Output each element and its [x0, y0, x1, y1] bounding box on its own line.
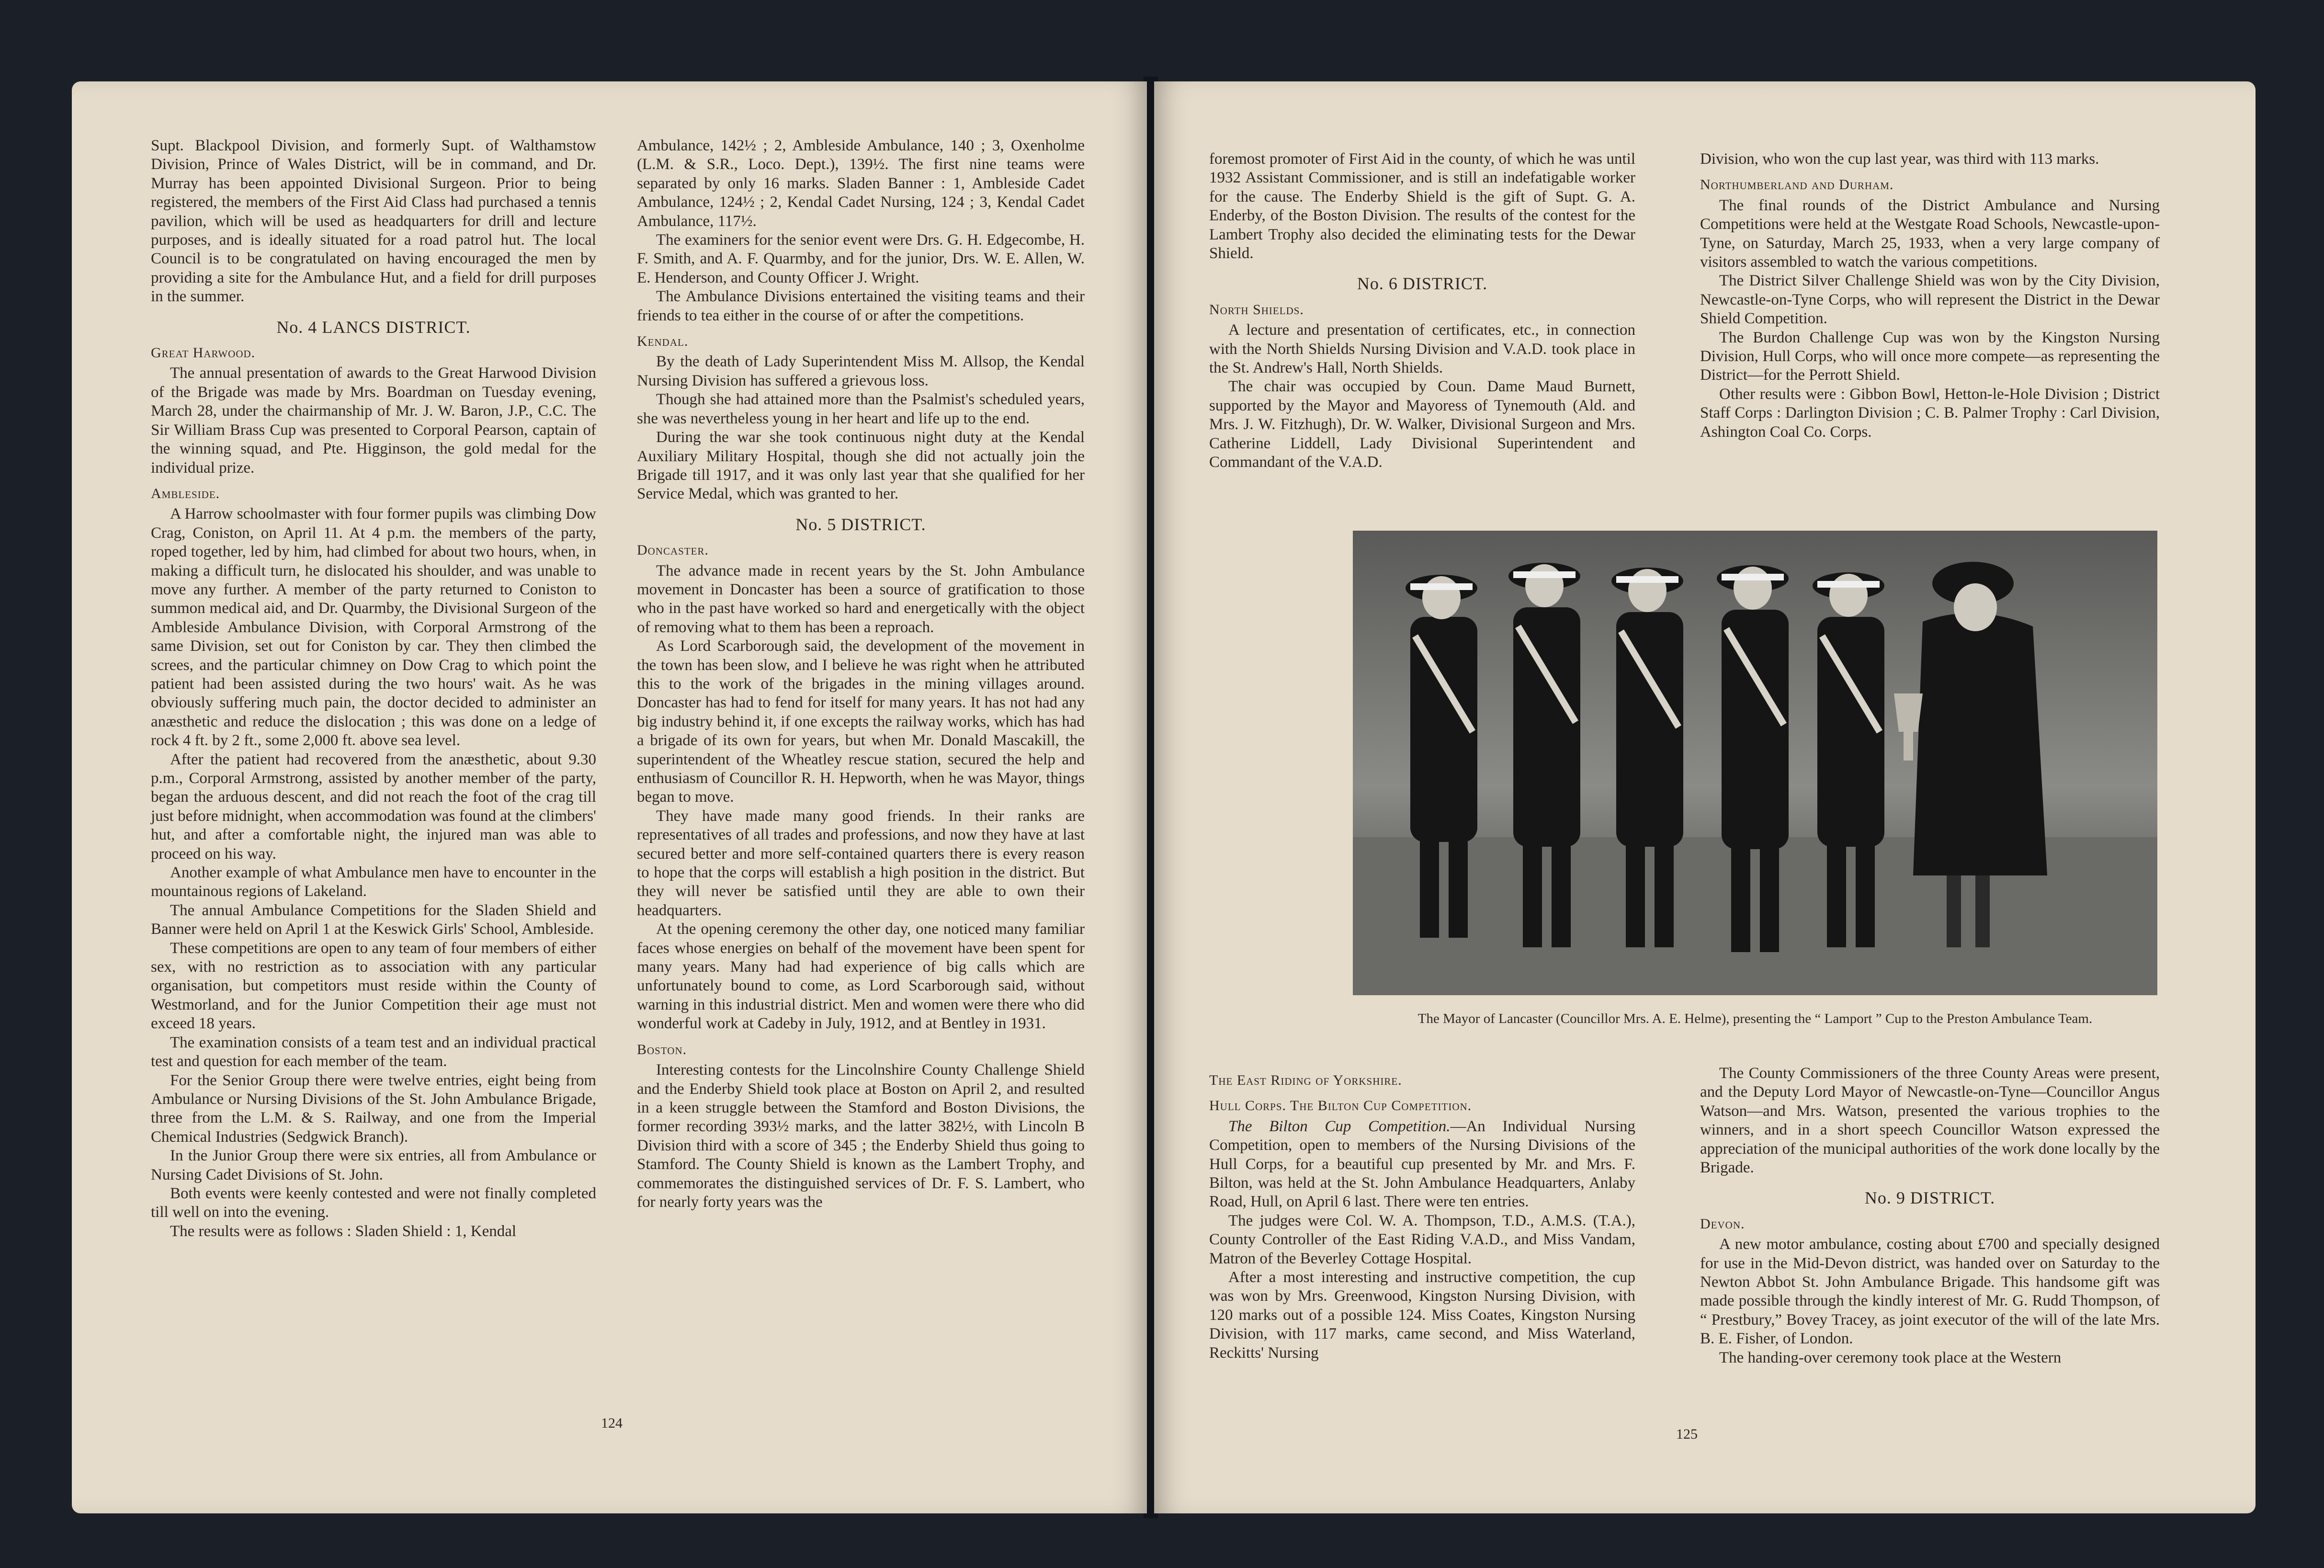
paragraph: The examiners for the senior event were Drs. G. H. Edgecombe, H. F. Smith, and A. F. Quarmby, and for the junior, Drs. W. E. Allen, W. E. Henderson, and County Officer J. Wright.: [637, 231, 1085, 286]
section-heading: Ambleside.: [151, 485, 220, 501]
section-heading: Northumberland and Durham.: [1700, 177, 1894, 193]
section-heading: Devon.: [1700, 1216, 1745, 1232]
district-heading: No. 5 DISTRICT.: [795, 514, 926, 534]
paragraph: Though she had attained more than the Psalmist's scheduled years, she was nevertheless young in her heart and life up to the end.: [637, 391, 1085, 427]
paragraph: The examination consists of a team test and an individual practical test and question for each member of the team.: [151, 1034, 596, 1070]
paragraph: The District Silver Challenge Shield was won by the City Division, Newcastle-on-Tyne Corps, who will represent the District in the Dewar Shield Competition.: [1700, 272, 2160, 328]
section-heading: The East Riding of Yorkshire.: [1209, 1072, 1402, 1088]
paragraph: The annual Ambulance Competitions for the Sladen Shield and Banner were held on April 1 at the Keswick Girls' School, Ambleside.: [151, 901, 596, 938]
paragraph: At the opening ceremony the other day, one noticed many familiar faces whose energies on behalf of the movement have been spent for many years. Many had had experience of big calls which are unfortunately bound to come, as Lord Scarborough said, without warning in this industrial district. Men and women were there who did wonderful work at Cadeby in July, 1912, and at Bentley in 1931.: [637, 920, 1085, 1033]
paragraph: The final rounds of the District Ambulance and Nursing Competitions were held at the Westgate Road Schools, Newcastle-upon-Tyne, on Saturday, March 25, 1933, when a very large company of visitors assembled to watch the various competitions.: [1700, 196, 2160, 271]
district-heading: No. 4 LANCS DISTRICT.: [276, 317, 471, 337]
section-heading: Hull Corps. The Bilton Cup Competition.: [1209, 1098, 1472, 1114]
paragraph: The Ambulance Divisions entertained the visiting teams and their friends to tea either in the course of or after the competitions.: [637, 288, 1085, 324]
paragraph: Ambulance, 142½ ; 2, Ambleside Ambulance, 140 ; 3, Oxenholme (L.M. & S.R., Loco. Dept.), 139½. The first nine teams were separated by only 16 marks. Sladen Banner : 1, Ambleside Cadet Ambulance, 124½ ; 2, Kendal Cadet Nursing, 124 ; 3, Kendal Cadet Ambulance, 117½.: [637, 137, 1085, 230]
page-number: 124: [601, 1415, 623, 1431]
paragraph: The Burdon Challenge Cup was won by the Kingston Nursing Division, Hull Corps, who will once more compete—as representing the District—for the Perrott Shield.: [1700, 329, 2160, 384]
paragraph: A new motor ambulance, costing about £700 and specially designed for use in the Mid-Devon district, was handed over on Saturday to the Newton Abbot St. John Ambulance Brigade. This handsome gift was made possible through the kindly interest of Mr. G. Rudd Thompson, of “ Prestbury,” Bovey Tracey, as joint executor of the will of the late Mrs. B. E. Fisher, of London.: [1700, 1236, 2160, 1348]
paragraph: Other results were : Gibbon Bowl, Hetton-le-Hole Division ; District Staff Corps : Darlington Division ; C. B. Palmer Trophy : Carl Division, Ashington Coal Co. Corps.: [1700, 385, 2160, 441]
paragraph: Another example of what Ambulance men have to encounter in the mountainous regions of Lakeland.: [151, 864, 596, 900]
paragraph: Both events were keenly contested and were not finally completed till well on into the evening.: [151, 1184, 596, 1221]
paragraph: Division, who won the cup last year, was third with 113 marks.: [1700, 150, 2099, 168]
photo-illustration: [1353, 531, 2157, 995]
section-heading: Great Harwood.: [151, 345, 256, 361]
section-heading: Boston.: [637, 1041, 687, 1057]
paragraph: The chair was occupied by Coun. Dame Maud Burnett, supported by the Mayor and Mayoress of Tynemouth (Ald. and Mrs. J. W. Fitzhugh), Dr. W. Walker, Divisional Surgeon and Mrs. Catherine Liddell, Lady Divisional Superintendent and Commandant of the V.A.D.: [1209, 378, 1635, 471]
page-number: 125: [1676, 1426, 1698, 1442]
paragraph: After a most interesting and instructive competition, the cup was won by Mrs. Greenwood, Kingston Nursing Division, with 120 marks out of a possible 124. Miss Coates, Kingston Nursing Division, with 117 marks, came second, and Miss Waterland, Reckitts' Nursing: [1209, 1269, 1635, 1362]
section-heading: North Shields.: [1209, 301, 1304, 318]
right-column-1-bottom: [1209, 1064, 1635, 1363]
paragraph: In the Junior Group there were six entries, all from Ambulance or Nursing Cadet Divisions of St. John.: [151, 1147, 596, 1183]
paragraph: The annual presentation of awards to the Great Harwood Division of the Brigade was made by Mrs. Boardman on Tuesday evening, March 28, under the chairmanship of Mr. J. W. Baron, J.P., C.C. The Sir William Brass Cup was presented to Corporal Pearson, captain of the winning squad, and Pte. Higginson, the gold medal for the individual prize.: [151, 364, 596, 477]
paragraph: Supt. Blackpool Division, and formerly Supt. of Walthamstow Division, Prince of Wales District, will be in command, and Dr. Murray has been appointed Divisional Surgeon. Prior to being registered, the members of the First Aid Class had purchased a tennis pavilion, which will be used as headquarters for drill and lecture purposes, and is ideally situated for a road patrol hut. The local Council is to be congratulated on having encouraged the men by providing a site for the Ambulance Hut, and a field for drill purposes in the summer.: [151, 137, 596, 306]
paragraph: As Lord Scarborough said, the development of the movement in the town has been slow, and I believe he was right when he attributed this to the work of the brigades in the mining villages around. Doncaster has had to fend for itself for many years. It has not had any big industry behind it, if one excepts the railway works, which has had a brigade of its own for years, but when Mr. Donald Mascakill, the superintendent of the Wheatley rescue station, secured the help and enthusiasm of Councillor R. H. Hepworth, when he was Mayor, things began to move.: [637, 637, 1085, 806]
district-heading: No. 6 DISTRICT.: [1357, 274, 1488, 294]
paragraph: [1209, 1117, 1635, 1212]
right-column-2-bottom: [1700, 1064, 2160, 1367]
paragraph: The judges were Col. W. A. Thompson, T.D., A.M.S. (T.A.), County Controller of the East Riding V.A.D., and Miss Vandam, Matron of the Beverley Cottage Hospital.: [1209, 1212, 1635, 1267]
paragraph: The County Commissioners of the three County Areas were present, and the Deputy Lord Mayor of Newcastle-on-Tyne—Councillor Angus Watson—and Mrs. Watson, presented the various trophies to the winners, and in a short speech Councillor Watson expressed the appreciation of the municipal authorities of the work done locally by the Brigade.: [1700, 1065, 2160, 1177]
left-column-2: [637, 136, 1085, 1212]
paragraph: For the Senior Group there were twelve entries, eight being from Ambulance or Nursing Divisions of the St. John Ambulance Brigade, three from the L.M. & S. Railway, and one from the Imperial Chemical Industries (Sedgwick Branch).: [151, 1071, 596, 1146]
paragraph: These competitions are open to any team of four members of either sex, with no restriction as to association with any particular organisation, but competitors must reside within the County of Westmorland, and for the Junior Competition their age must not exceed 18 years.: [151, 939, 596, 1033]
right-column-2-top: [1700, 150, 2160, 442]
section-heading: Kendal.: [637, 333, 689, 350]
group-photograph: [1353, 531, 2157, 995]
section-heading: Doncaster.: [637, 542, 709, 558]
district-heading: No. 9 DISTRICT.: [1864, 1188, 1995, 1208]
paragraph: A lecture and presentation of certificates, etc., in connection with the North Shields Nursing Division and V.A.D. took place in the St. Andrew's Hall, North Shields.: [1209, 321, 1635, 377]
photo-caption: The Mayor of Lancaster (Councillor Mrs. A. E. Helme), presenting the “ Lamport ” Cup to the Preston Ambulance Team.: [1417, 1011, 2093, 1026]
paragraph: By the death of Lady Superintendent Miss M. Allsop, the Kendal Nursing Division has suffered a grievous loss.: [637, 353, 1085, 389]
paragraph: During the war she took continuous night duty at the Kendal Auxiliary Military Hospital, though she did not actually join the Brigade till 1917, and it was only last year that she qualified for her Service Medal, which was granted to her.: [637, 429, 1085, 503]
left-column-1: [151, 136, 596, 1241]
right-column-1-top: [1209, 150, 1635, 472]
paragraph: The handing-over ceremony took place at the Western: [1719, 1349, 2062, 1366]
italic-lead: The Bilton Cup Competition.: [1228, 1117, 1451, 1135]
paragraph: The results were as follows : Sladen Shield : 1, Kendal: [170, 1222, 517, 1240]
paragraph: Interesting contests for the Lincolnshire County Challenge Shield and the Enderby Shield took place at Boston on April 2, and resulted in a keen struggle between the Stamford and Boston Divisions, the former recording 393½ marks, and the latter 382½, with Lincoln B Division third with a score of 345 ; the Enderby Shield thus going to Stamford. The County Shield is known as the Lambert Trophy, and commemorates the distinguished services of Dr. F. S. Lambert, who for nearly forty years was the: [637, 1061, 1085, 1211]
paragraph: A Harrow schoolmaster with four former pupils was climbing Dow Crag, Coniston, on April 11. At 4 p.m. the members of the party, roped together, led by him, had climbed for about two hours, when, in making a difficult turn, he dislocated his shoulder, and was unable to move any further. A member of the party returned to Coniston to summon medical aid, and Dr. Quarmby, the Divisional Surgeon of the Ambleside Ambulance Division, with Corporal Armstrong of the same Division, set out for Coniston by car. They then climbed the screes, and the particular chimney on Dow Crag to which point the patient had been assisted during the two hours' wait. As he was obviously suffering much pain, the doctor decided to administer an anæsthetic and reduce the dislocation ; this was done on a ledge of rock 4 ft. by 2 ft., some 2,000 ft. above sea level.: [151, 505, 596, 750]
paragraph-text: —An Individual Nursing Competition, open to members of the Nursing Divisions of the Hull Corps, for a beautiful cup presented by Mr. and Mrs. F. Bilton, was held at the St. John Ambulance Headquarters, Anlaby Road, Hull, on April 6 last. There were ten entries.: [1209, 1117, 1635, 1211]
paragraph: foremost promoter of First Aid in the county, of which he was until 1932 Assistant Commissioner, and is still an indefatigable worker for the cause. The Enderby Shield is the gift of Supt. G. A. Enderby, of the Boston Division. The results of the contest for the Lambert Trophy also decided the eliminating tests for the Dewar Shield.: [1209, 150, 1635, 262]
paragraph: After the patient had recovered from the anæsthetic, about 9.30 p.m., Corporal Armstrong, assisted by another member of the party, began the arduous descent, and did not reach the foot of the crag till just before midnight, when accommodation was found at the climbers' hut, and after a comfortable night, the injured man was able to proceed on his way.: [151, 750, 596, 863]
paragraph: They have made many good friends. In their ranks are representatives of all trades and professions, and now they have at last secured better and more self-contained quarters there is every reason to hope that the corps will establish a high position in the district. But they will never be satisfied until they are able to own their headquarters.: [637, 807, 1085, 919]
paragraph: The advance made in recent years by the St. John Ambulance movement in Doncaster has been a source of gratification to those who in the past have worked so hard and energetically with the object of removing what to them has been a reproach.: [637, 562, 1085, 636]
